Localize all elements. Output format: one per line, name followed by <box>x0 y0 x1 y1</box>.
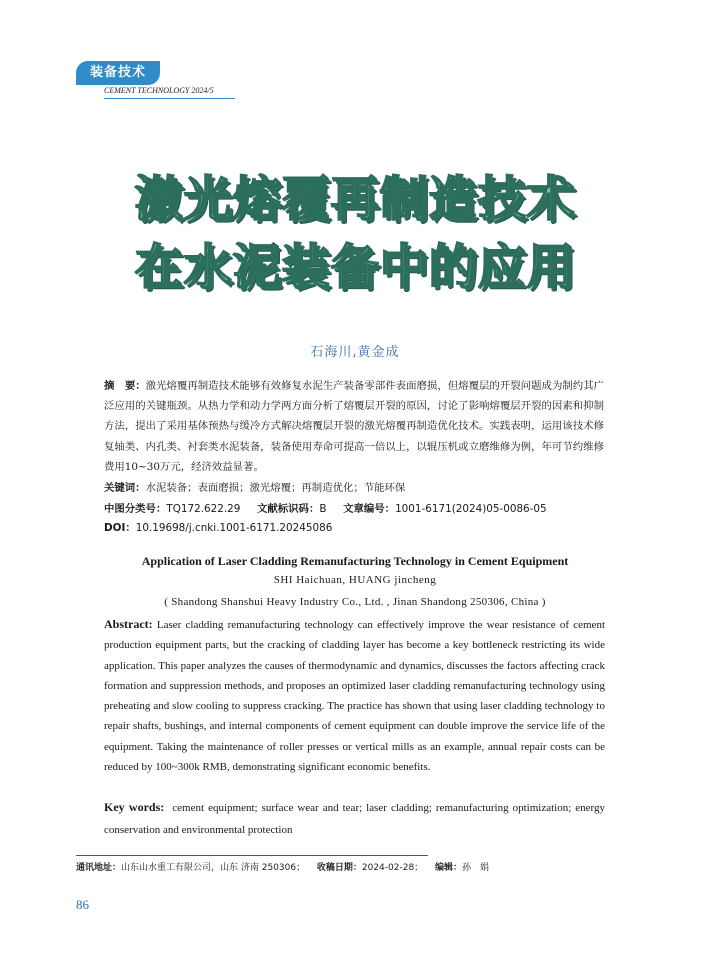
journal-header: CEMENT TECHNOLOGY 2024/5 <box>104 86 214 95</box>
keywords-cn <box>104 480 604 496</box>
classification-line <box>104 501 604 517</box>
english-abstract <box>104 614 605 777</box>
doi-line <box>104 520 604 536</box>
keywords-cn-text: 水泥装备；表面磨损；激光熔覆；再制造优化；节能环保 <box>145 482 406 494</box>
abstract-cn-label: 摘 要： <box>104 380 146 392</box>
editor-value: 孙 娟 <box>461 863 489 873</box>
english-keywords-text: cement equipment; surface wear and tear; laser cladding; remanufacturing optimization; energy conservation and environmental protection <box>104 802 605 836</box>
english-abstract-label: Abstract: <box>104 617 153 631</box>
english-keywords-label: Key words: <box>104 800 165 814</box>
article-no-label: 文章编号： <box>343 503 396 515</box>
doc-code-label: 文献标识码： <box>257 503 320 515</box>
footnote-rule <box>76 855 428 856</box>
clc-value: TQ172.622.29 <box>166 503 241 515</box>
address-value: 山东山水重工有限公司，山东 济南 250306； <box>121 863 306 873</box>
received-label: 收稿日期： <box>316 863 362 873</box>
english-affiliation: ( Shandong Shanshui Heavy Industry Co., Ltd. , Jinan Shandong 250306, China ) <box>164 596 546 608</box>
abstract-cn-text: 激光熔覆再制造技术能够有效修复水泥生产装备零部件表面磨损，但熔覆层的开裂问题成为制约其广泛应用的关键瓶颈。从热力学和动力学两方面分析了熔覆层开裂的原因，讨论了影响熔覆层开裂的因素和抑制方法，提出了采用基体预热与缓冷方式解决熔覆层开裂的激光熔覆再制造优化技术。实践表明，运用该技术修复轴类、内孔类、衬套类水泥装备，装备使用寿命可提高一倍以上，以辊压机或立磨维修为例，年可节约维修费用10~30万元，经济效益显著。 <box>104 380 604 473</box>
article-no-value: 1001-6171(2024)05-0086-05 <box>395 503 547 515</box>
keywords-cn-label: 关键词： <box>104 482 146 494</box>
english-title: Application of Laser Cladding Remanufacturing Technology in Cement Equipment <box>141 554 569 568</box>
doc-code-value: B <box>319 503 327 515</box>
article-title-line2: 在水泥装备中的应用 <box>134 239 576 295</box>
abstract-cn <box>104 376 604 477</box>
english-keywords <box>104 796 605 841</box>
header-rule <box>104 98 235 99</box>
footnote <box>76 860 489 873</box>
received-value: 2024-02-28； <box>361 863 424 873</box>
editor-label: 编辑： <box>434 863 462 873</box>
doi-label: DOI： <box>104 522 136 534</box>
doi-value[interactable]: 10.19698/j.cnki.1001-6171.20245086 <box>135 522 333 534</box>
english-authors: SHI Haichuan, HUANG jincheng <box>273 574 437 586</box>
address-label: 通讯地址： <box>76 863 122 873</box>
article-title-line1: 激光熔覆再制造技术 <box>134 171 576 227</box>
page-number: 86 <box>76 897 89 912</box>
clc-label: 中图分类号： <box>104 503 167 515</box>
section-tag: 装备技术 <box>76 61 160 85</box>
authors-cn: 石海川,黄金成 <box>310 345 400 360</box>
english-abstract-text: Laser cladding remanufacturing technology can effectively improve the wear resistance of cement production equipment parts, but the cracking of cladding layer has become a key bottleneck restricting its wide application. This paper analyzes the causes of thermodynamic and dynamics, discusses the factors affecting crack formation and suppression methods, and proposes an optimized laser cladding remanufacturing technology using preheating and slow cooling to suppress cracking. The practice has shown that using laser cladding technology to repair shafts, bushings, and internal components of cement equipment can double improve the service life of the equipment. Taking the maintenance of roller presses or vertical mills as an example, annual repair costs can be reduced by 100~300k RMB, demonstrating significant economic benefits. <box>104 619 605 774</box>
